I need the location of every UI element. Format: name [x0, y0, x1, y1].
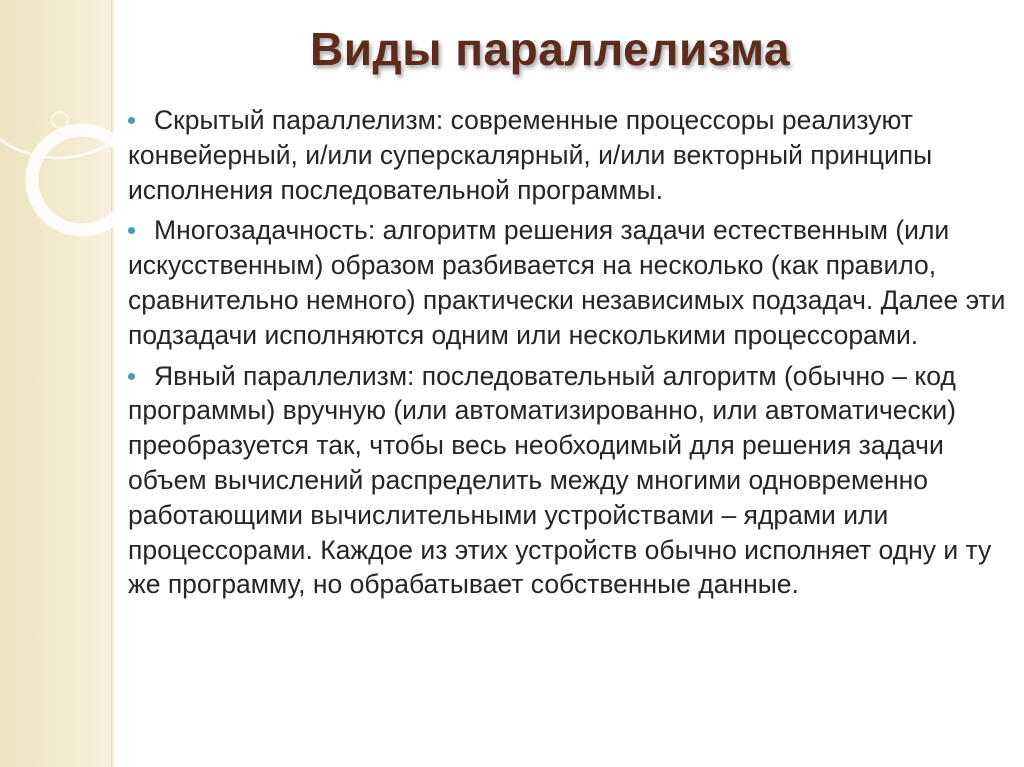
bullet-item — [128, 103, 1008, 207]
bullet-item — [128, 213, 1008, 352]
bullet-text: Многозадачность: алгоритм решения задачи естественным (или искусственным) образом разбивается на несколько (как правило, сравнительно немного) практически независимых подзадач. Далее эти подзадачи исполняются одним или несколькими процессорами. — [128, 215, 1006, 350]
decorative-side-band — [0, 0, 113, 767]
slide-title: Виды параллелизма — [310, 23, 790, 75]
bullet-item — [128, 359, 1008, 603]
side-band-edge — [111, 0, 115, 767]
bullet-dot-icon — [128, 373, 135, 380]
bullet-dot-icon — [128, 117, 135, 124]
bullet-text: Явный параллелизм: последовательный алгоритм (обычно – код программы) вручную (или автоматизированно, или автоматически) преобразуется так, чтобы весь необходимый для решения задачи объем вычислений распределить между многими одновременно работающими вычислительными устройствами – ядрами или процессорами. Каждое из этих устройств обычно исполняет одну и ту же программу, но обрабатывает собственные данные. — [128, 360, 992, 600]
bullet-list — [128, 103, 1008, 608]
bullet-text: Скрытый параллелизм: современные процессоры реализуют конвейерный, и/или суперскалярный, и/или векторный принципы исполнения последовательной программы. — [128, 105, 933, 205]
